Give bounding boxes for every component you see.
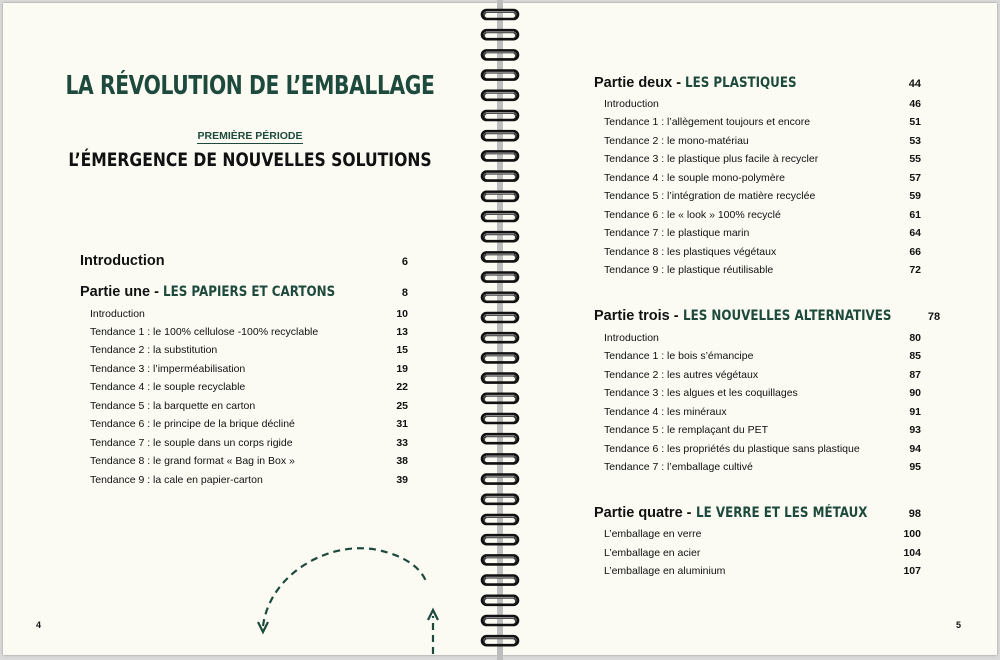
toc-entry-page: 10	[396, 308, 408, 320]
toc-entry-page: 55	[909, 153, 921, 165]
toc-entry-page: 38	[396, 455, 408, 467]
toc-entry[interactable]	[604, 153, 921, 165]
toc-entry-label: Tendance 7 : l’emballage cultivé	[604, 461, 753, 473]
toc-entry-page: 91	[909, 406, 921, 418]
part-three-label	[594, 308, 928, 324]
toc-entry[interactable]	[90, 363, 408, 375]
toc-entry[interactable]	[604, 264, 921, 276]
toc-entry-page: 46	[909, 98, 921, 110]
toc-entry-label: Tendance 7 : le plastique marin	[604, 227, 750, 239]
period-title: L’ÉMERGENCE DE NOUVELLES SOLUTIONS	[68, 149, 432, 171]
period-label-text: PREMIÈRE PÉRIODE	[197, 130, 303, 142]
toc-entry-label: Tendance 5 : le remplaçant du PET	[604, 424, 769, 436]
toc-entry-page: 15	[396, 344, 408, 356]
toc-entry-label: Tendance 6 : le « look » 100% recyclé	[604, 209, 781, 221]
toc-entry-page: 87	[909, 369, 921, 381]
toc-entry-page: 107	[903, 565, 921, 577]
toc-entry-page: 22	[396, 381, 408, 393]
toc-entry-page: 100	[903, 528, 921, 540]
toc-intro-label: Introduction	[80, 253, 165, 269]
toc-entry[interactable]	[604, 565, 921, 577]
toc-entry-page: 95	[909, 461, 921, 473]
toc-entry[interactable]	[604, 135, 921, 147]
book-title: LA RÉVOLUTION DE L’EMBALLAGE	[65, 71, 435, 101]
part-four-prefix: Partie quatre -	[594, 505, 696, 521]
toc-entry[interactable]	[90, 455, 408, 467]
toc-entry-label: Tendance 6 : le principe de la brique décliné	[90, 418, 295, 430]
toc-entry[interactable]	[90, 381, 408, 393]
toc-entry[interactable]	[604, 190, 921, 202]
toc-entry-label: Tendance 2 : le mono-matériau	[604, 135, 749, 147]
part-two-page: 44	[908, 78, 921, 90]
toc-entry-label: L’emballage en acier	[604, 547, 701, 559]
toc-entry-label: Tendance 5 : l’intégration de matière recyclée	[604, 190, 816, 202]
toc-entry-page: 57	[909, 172, 921, 184]
toc-entry[interactable]	[90, 308, 408, 320]
toc-entry-page: 61	[909, 209, 921, 221]
toc-entry-page: 53	[909, 135, 921, 147]
page-number-left: 4	[36, 620, 42, 630]
toc-entry-label: Tendance 3 : le plastique plus facile à recycler	[604, 153, 819, 165]
part-one-label	[80, 284, 366, 300]
toc-entry-label: Tendance 2 : les autres végétaux	[604, 369, 759, 381]
toc-entry-label: Tendance 5 : la barquette en carton	[90, 400, 256, 412]
toc-entry-label: L’emballage en aluminium	[604, 565, 726, 577]
part-four-page: 98	[908, 508, 921, 520]
toc-entry[interactable]	[604, 246, 921, 258]
part-two-label	[594, 75, 816, 91]
toc-entry[interactable]	[604, 406, 921, 418]
arrow-head-up-icon	[428, 610, 438, 620]
dashed-arc-icon	[263, 548, 427, 626]
part-three-title: LES NOUVELLES ALTERNATIVES	[682, 308, 892, 324]
toc-entry-label: Tendance 7 : le souple dans un corps rigide	[90, 437, 293, 449]
part-four-heading[interactable]	[594, 505, 921, 521]
toc-intro-page: 6	[401, 256, 408, 268]
toc-entry-page: 13	[396, 326, 408, 338]
toc-entry-page: 31	[396, 418, 408, 430]
toc-entry[interactable]	[604, 350, 921, 362]
part-one-title: LES PAPIERS ET CARTONS	[163, 284, 336, 300]
toc-entry-label: Tendance 8 : les plastiques végétaux	[604, 246, 777, 258]
toc-entry[interactable]	[604, 332, 921, 344]
toc-entry[interactable]	[90, 474, 408, 486]
toc-entry-page: 72	[909, 264, 921, 276]
toc-entry[interactable]	[604, 387, 921, 399]
toc-entry-page: 64	[909, 227, 921, 239]
toc-entry-label: Tendance 1 : l’allègement toujours et encore	[604, 116, 811, 128]
toc-entry[interactable]	[604, 227, 921, 239]
toc-entry[interactable]	[604, 547, 921, 559]
toc-entry-page: 66	[909, 246, 921, 258]
toc-entry-page: 39	[396, 474, 408, 486]
spiral-binding	[477, 0, 523, 660]
part-three-heading[interactable]	[594, 308, 941, 324]
toc-entry-label: Tendance 2 : la substitution	[90, 344, 218, 356]
part-four-label	[594, 505, 897, 521]
toc-entry-page: 33	[396, 437, 408, 449]
part-two-heading[interactable]	[594, 75, 921, 91]
toc-entry-page: 51	[909, 116, 921, 128]
toc-entry[interactable]	[604, 424, 921, 436]
toc-entry[interactable]	[90, 400, 408, 412]
toc-entry-label: Tendance 4 : les minéraux	[604, 406, 727, 418]
part-three-prefix: Partie trois -	[594, 308, 683, 324]
toc-entry[interactable]	[604, 98, 921, 110]
toc-entry-label: Tendance 1 : le 100% cellulose -100% recyclable	[90, 326, 319, 338]
toc-intro-row[interactable]	[80, 253, 408, 269]
part-one-prefix: Partie une -	[80, 284, 163, 300]
toc-entry[interactable]	[90, 437, 408, 449]
toc-entry-label: Introduction	[604, 332, 659, 344]
toc-entry[interactable]	[604, 461, 921, 473]
toc-entry-label: L’emballage en verre	[604, 528, 702, 540]
toc-entry-page: 93	[909, 424, 921, 436]
dashed-arrows-decoration	[240, 518, 460, 660]
toc-entry[interactable]	[90, 344, 408, 356]
toc-entry-label: Tendance 1 : le bois s’émancipe	[604, 350, 754, 362]
toc-entry[interactable]	[90, 418, 408, 430]
toc-entry[interactable]	[604, 369, 921, 381]
toc-entry-page: 94	[909, 443, 921, 455]
part-one-heading[interactable]	[80, 284, 408, 300]
part-one-page: 8	[401, 287, 408, 299]
toc-entry-page: 90	[909, 387, 921, 399]
part-three-page: 78	[927, 311, 941, 323]
toc-entry-label: Introduction	[604, 98, 659, 110]
toc-entry[interactable]	[90, 326, 408, 338]
right-page	[503, 3, 997, 655]
toc-entry[interactable]	[604, 528, 921, 540]
toc-entry[interactable]	[604, 443, 921, 455]
toc-entry-page: 104	[903, 547, 921, 559]
part-two-title: LES PLASTIQUES	[685, 75, 797, 91]
toc-entry-page: 85	[909, 350, 921, 362]
toc-entry-label: Tendance 4 : le souple mono-polymère	[604, 172, 785, 184]
toc-entry-label: Tendance 8 : le grand format « Bag in Box »	[90, 455, 295, 467]
toc-entry-page: 19	[396, 363, 408, 375]
toc-entry-page: 80	[909, 332, 921, 344]
toc-entry-label: Tendance 9 : la cale en papier-carton	[90, 474, 263, 486]
toc-entry-label: Tendance 9 : le plastique réutilisable	[604, 264, 774, 276]
toc-entry[interactable]	[604, 209, 921, 221]
toc-entry-label: Tendance 3 : les algues et les coquillages	[604, 387, 798, 399]
toc-entry[interactable]	[604, 116, 921, 128]
toc-entry-page: 25	[396, 400, 408, 412]
toc-entry[interactable]	[604, 172, 921, 184]
page-number-right: 5	[956, 620, 962, 630]
toc-entry-label: Tendance 6 : les propriétés du plastique sans plastique	[604, 443, 860, 455]
toc-entry-label: Tendance 4 : le souple recyclable	[90, 381, 246, 393]
toc-entry-page: 59	[909, 190, 921, 202]
part-four-title: LE VERRE ET LES MÉTAUX	[695, 505, 867, 521]
toc-entry-label: Introduction	[90, 308, 145, 320]
toc-entry-label: Tendance 3 : l’imperméabilisation	[90, 363, 246, 375]
part-two-prefix: Partie deux -	[594, 75, 686, 91]
period-label	[3, 130, 497, 142]
